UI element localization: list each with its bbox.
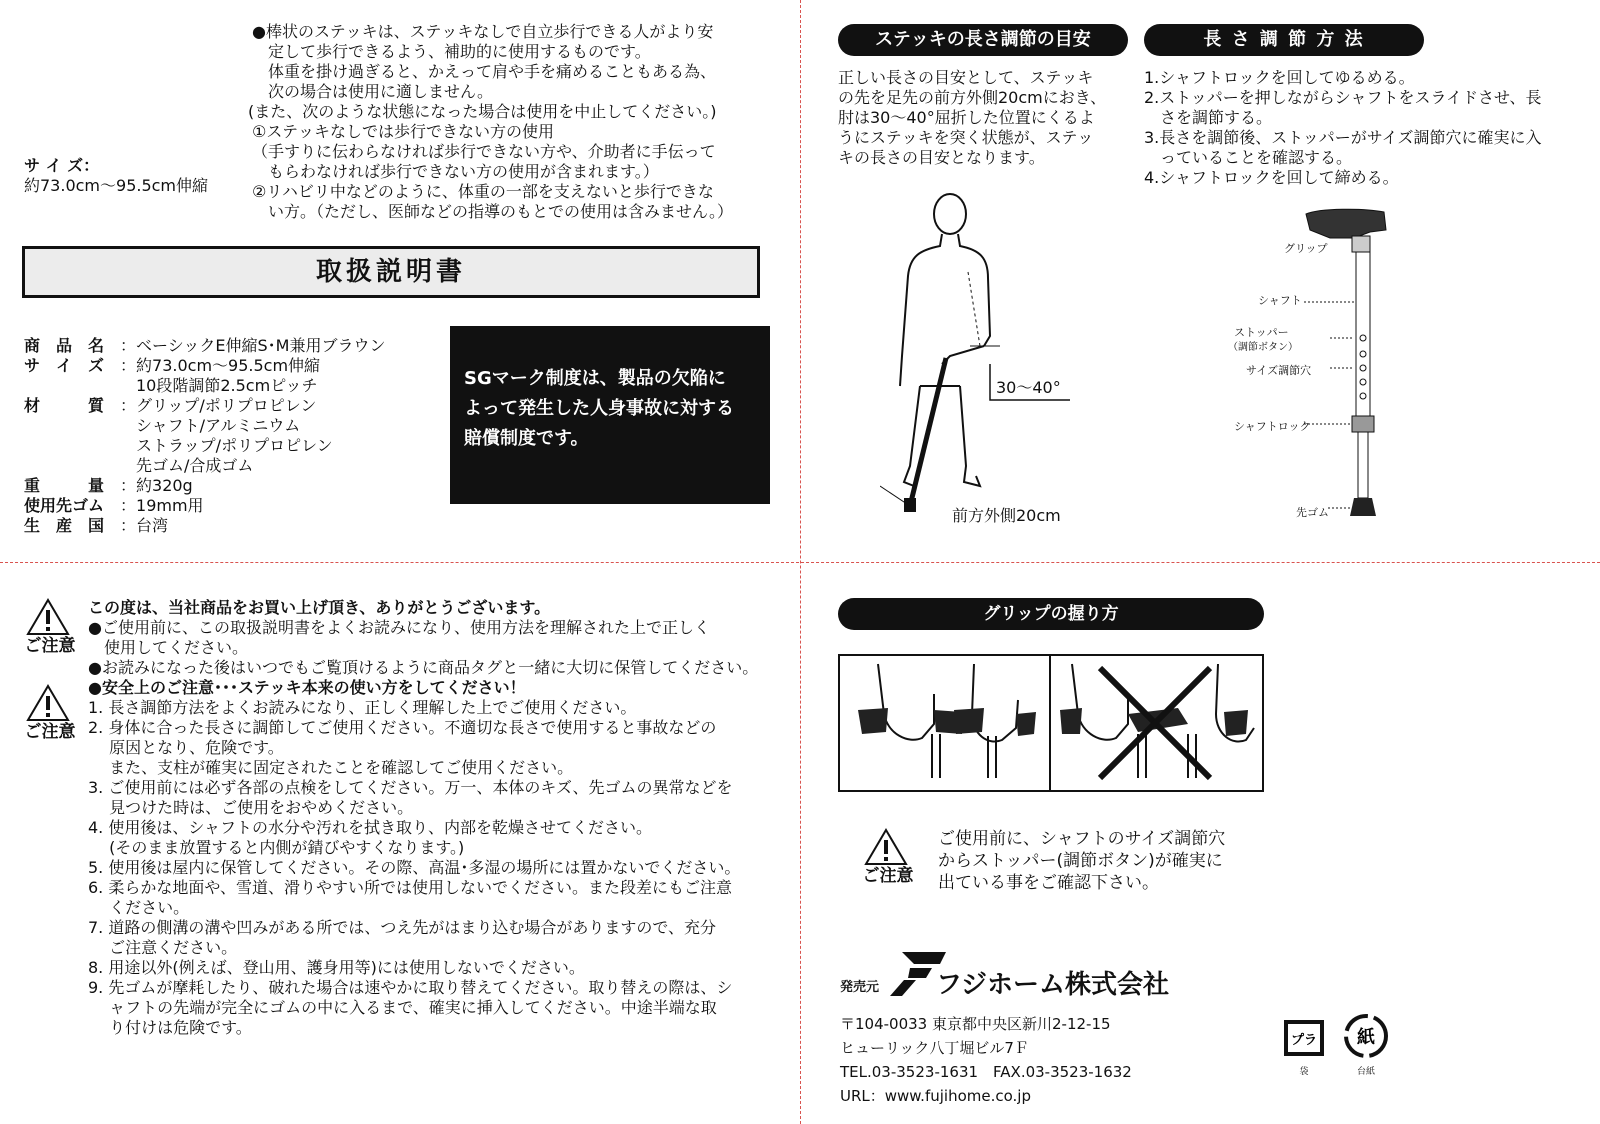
sg-line: よって発生した人身事故に対する (464, 398, 734, 419)
angle-bracket (986, 364, 1072, 404)
intro-line: ②リハビリ中などのように、体重の一部を支えないと歩行できな (252, 182, 714, 201)
spec-row: 生 産 国 ： 台湾 (24, 516, 169, 535)
spec-key: 重 量 (24, 476, 105, 495)
method-line: 3.長さを調節後、ストッパーがサイズ調節穴に確実に入 (1144, 128, 1542, 147)
grip-section-title: グリップの握り方 (838, 598, 1264, 630)
caution-item: ご注意ください。 (88, 938, 238, 957)
caution-item: ください。 (88, 898, 190, 917)
plastic-sub: 袋 (1299, 1067, 1309, 1077)
caution-item: また、支柱が確実に固定されたことを確認してご使用ください。 (88, 758, 574, 777)
size-summary (24, 156, 208, 196)
grip-illustration (838, 654, 1264, 792)
caution-item: 9. 先ゴムが摩耗したり、破れた場合は速やかに取り替えてください。取り替えの際は、シ (88, 978, 733, 997)
intro-notes (248, 22, 733, 222)
part-tip-label: 先ゴム (1296, 506, 1329, 519)
length-guide-text (838, 68, 1106, 168)
caution-item: 3. ご使用前には必ず各部の点検をしてください。万一、本体のキズ、先ゴムの異常などを (88, 778, 733, 797)
guide-line: うにステッキを突く状態が、ステッ (838, 128, 1094, 147)
intro-line: (また、次のような状態になった場合は使用を中止してください。) (248, 102, 717, 121)
spec-row: 使用先ゴム ： 19mm用 (24, 496, 204, 515)
company-name: フジホーム株式会社 (936, 970, 1169, 1000)
part-stopper-sub: （調節ボタン） (1228, 342, 1298, 353)
caution-sign-3 (864, 828, 916, 890)
caution-item: 2. 身体に合った長さに調節してご使用ください。不適切な長さで使用すると事故などの (88, 718, 717, 737)
method-line: っていることを確認する。 (1144, 148, 1353, 167)
spec-row (24, 416, 385, 436)
length-guide-title: ステッキの長さ調節の目安 (838, 24, 1128, 56)
address-line-2: ヒューリック八丁堀ビル7Ｆ (840, 1039, 1029, 1057)
paper-sub: 台紙 (1356, 1067, 1375, 1077)
grip-note-line: からストッパー(調節ボタン)が確実に (938, 851, 1223, 871)
safety-title: ●安全上のご注意･･･ステッキ本来の使い方をしてください！ (88, 678, 526, 697)
spec-value: 約320g (136, 476, 193, 495)
grip-note-line: ご使用前に、シャフトのサイズ調節穴 (938, 829, 1226, 849)
intro-line: ①ステッキなしでは歩行できない方の使用 (252, 122, 555, 141)
part-shaft-lock-label: シャフトロック (1234, 420, 1311, 433)
caution-label: ご注意 (24, 722, 76, 742)
spec-key: 材 質 (24, 396, 105, 415)
paper-recycle-icon (1340, 1012, 1392, 1060)
part-size-hole-label: サイズ調節穴 (1246, 364, 1312, 377)
spec-value: 先ゴム/合成ゴム (136, 456, 254, 475)
distance-label: 前方外側20cm (952, 506, 1061, 525)
method-line: さを調節する。 (1144, 108, 1273, 127)
guide-line: キの長さの目安となります。 (838, 148, 1045, 167)
adjust-method-title: 長 さ 調 節 方 法 (1144, 24, 1424, 56)
caution-item: (そのまま放置すると内側が錆びやすくなります。) (88, 838, 465, 857)
caution-item: 7. 道路の側溝の溝や凹みがある所では、つえ先がはまり込む場合がありますので、充分 (88, 918, 717, 937)
angle-label: 30〜40° (996, 378, 1061, 397)
spec-key: 商 品 名 (24, 336, 105, 355)
caution-line: ●ご使用前に、この取扱説明書をよくお読みになり、使用方法を理解された上で正しく (88, 618, 710, 637)
intro-line: 次の場合は使用に適しません。 (252, 82, 493, 101)
website-url: URL：www.fujihome.co.jp (840, 1087, 1031, 1105)
guide-line: 正しい長さの目安として、ステッキ (838, 68, 1094, 87)
caution-item: り付けは危険です。 (88, 1018, 252, 1037)
spec-row: 材 質 ： グリップ/ポリプロピレン (24, 396, 317, 415)
paper-recycle-mark (1340, 1012, 1392, 1077)
intro-line: 体重を掛け過ぎると、かえって肩や手を痛めることもある為、 (252, 62, 717, 81)
caution-item: 5. 使用後は屋内に保管してください。その際、高温･多湿の場所には置かないでください。 (88, 858, 741, 877)
cane-shaft (910, 358, 946, 506)
spec-row: サ イ ズ ： 約73.0cm〜95.5cm伸縮 (24, 356, 321, 375)
part-shaft-label: シャフト (1258, 294, 1302, 307)
guide-line: の先を足先の前方外側20cmにおき、 (838, 88, 1107, 107)
caution-text (88, 598, 758, 1038)
part-leader-lines (1296, 244, 1356, 514)
intro-line: もらわなければ歩行できない方の使用が含まれます。） (252, 162, 659, 181)
spec-value: ストラップ/ポリプロピレン (136, 436, 333, 455)
spec-row (24, 436, 385, 456)
caution-item: 6. 柔らかな地面や、雪道、滑りやすい所では使用しないでください。また段差にもご注意 (88, 878, 733, 897)
intro-line: 定して歩行できるよう、補助的に使用するものです。 (252, 42, 651, 61)
spec-value: 10段階調節2.5cmピッチ (136, 376, 318, 395)
adjust-method-text (1144, 68, 1542, 188)
spec-table (24, 336, 385, 536)
sg-mark-box (450, 326, 770, 504)
seller-label: 発売元 (840, 980, 880, 995)
manual-title: 取扱説明書 (22, 246, 760, 298)
method-line: 1.シャフトロックを回してゆるめる。 (1144, 68, 1415, 87)
warning-triangle-icon (26, 684, 70, 722)
caution-item: 見つけた時は、ご使用をおやめください。 (88, 798, 414, 817)
spec-key: 生 産 国 (24, 516, 105, 535)
spec-key: サ イ ズ (24, 356, 105, 375)
caution-line: 使用してください。 (88, 638, 249, 657)
phone-fax: TEL.03-3523-1631 FAX.03-3523-1632 (840, 1063, 1132, 1081)
plastic-text: プラ (1290, 1033, 1318, 1048)
method-line: 2.ストッパーを押しながらシャフトをスライドさせ、長 (1144, 88, 1542, 107)
method-line: 4.シャフトロックを回して締める。 (1144, 168, 1399, 187)
company-info (840, 1012, 1132, 1108)
spec-value: シャフト/アルミニウム (136, 416, 301, 435)
plastic-recycle-icon (1280, 1016, 1328, 1060)
spec-row: 重 量 ： 約320g (24, 476, 193, 495)
spec-value: 約73.0cm〜95.5cm伸縮 (136, 356, 321, 375)
warning-triangle-icon (864, 828, 908, 866)
spec-row: 商 品 名 ： ベーシックE伸縮S･M兼用ブラウン (24, 336, 386, 355)
sg-line: 賠償制度です。 (464, 428, 589, 449)
caution-item: 8. 用途以外(例えば、登山用、護身用等)には使用しないでください。 (88, 958, 585, 977)
caution-label: ご注意 (24, 636, 76, 656)
spec-key: 使用先ゴム (24, 496, 105, 515)
caution-item: 4. 使用後は、シャフトの水分や汚れを拭き取り、内部を乾燥させてください。 (88, 818, 653, 837)
grip-note-line: 出ている事をご確認下さい。 (938, 873, 1159, 893)
thanks-line: この度は、当社商品をお買い上げ頂き、ありがとうございます。 (88, 598, 551, 617)
caution-item: 1. 長さ調節方法をよくお読みになり、正しく理解した上でご使用ください。 (88, 698, 637, 717)
intro-line: （手すりに伝わらなければ歩行できない方や、介助者に手伝って (252, 142, 716, 161)
spec-value: 台湾 (136, 516, 169, 535)
horizontal-fold-line (0, 562, 1600, 563)
warning-triangle-icon (26, 598, 70, 636)
plastic-recycle-mark (1280, 1016, 1328, 1077)
caution-sign-2 (26, 684, 78, 746)
size-label: サ イ ズ： (24, 156, 100, 175)
paper-text: 紙 (1357, 1027, 1375, 1048)
spec-value: ベーシックE伸縮S･M兼用ブラウン (136, 336, 386, 355)
sg-line: SGマーク制度は、製品の欠陥に (464, 368, 726, 389)
grip-note (938, 828, 1225, 894)
size-value: 約73.0cm〜95.5cm伸縮 (24, 176, 209, 195)
person-cane-illustration (880, 186, 1080, 526)
spec-row (24, 456, 385, 476)
caution-sign-1 (26, 598, 78, 660)
intro-line: ●棒状のステッキは、ステッキなしで自立歩行できる人がより安 (252, 22, 714, 41)
guide-line: 肘は30〜40°屈折した位置にくるよ (838, 108, 1095, 127)
address-line-1: 〒104-0033 東京都中央区新川2-12-15 (840, 1015, 1111, 1033)
spec-row (24, 376, 385, 396)
caution-label: ご注意 (862, 866, 914, 886)
intro-line: い方。（ただし、医師などの指導のもとでの使用は含みません。） (252, 202, 733, 221)
caution-item: ャフトの先端が完全にゴムの中に入るまで、確実に挿入してください。中途半端な取 (88, 998, 717, 1017)
part-stopper-label: ストッパー (1234, 326, 1289, 339)
part-grip-label: グリップ (1284, 242, 1328, 255)
spec-value: 19mm用 (136, 496, 204, 515)
caution-line: ●お読みになった後はいつでもご覧頂けるように商品タグと一緒に大切に保管してください。 (88, 658, 759, 677)
spec-value: グリップ/ポリプロピレン (136, 396, 317, 415)
caution-item: 原因となり、危険です。 (88, 738, 284, 757)
